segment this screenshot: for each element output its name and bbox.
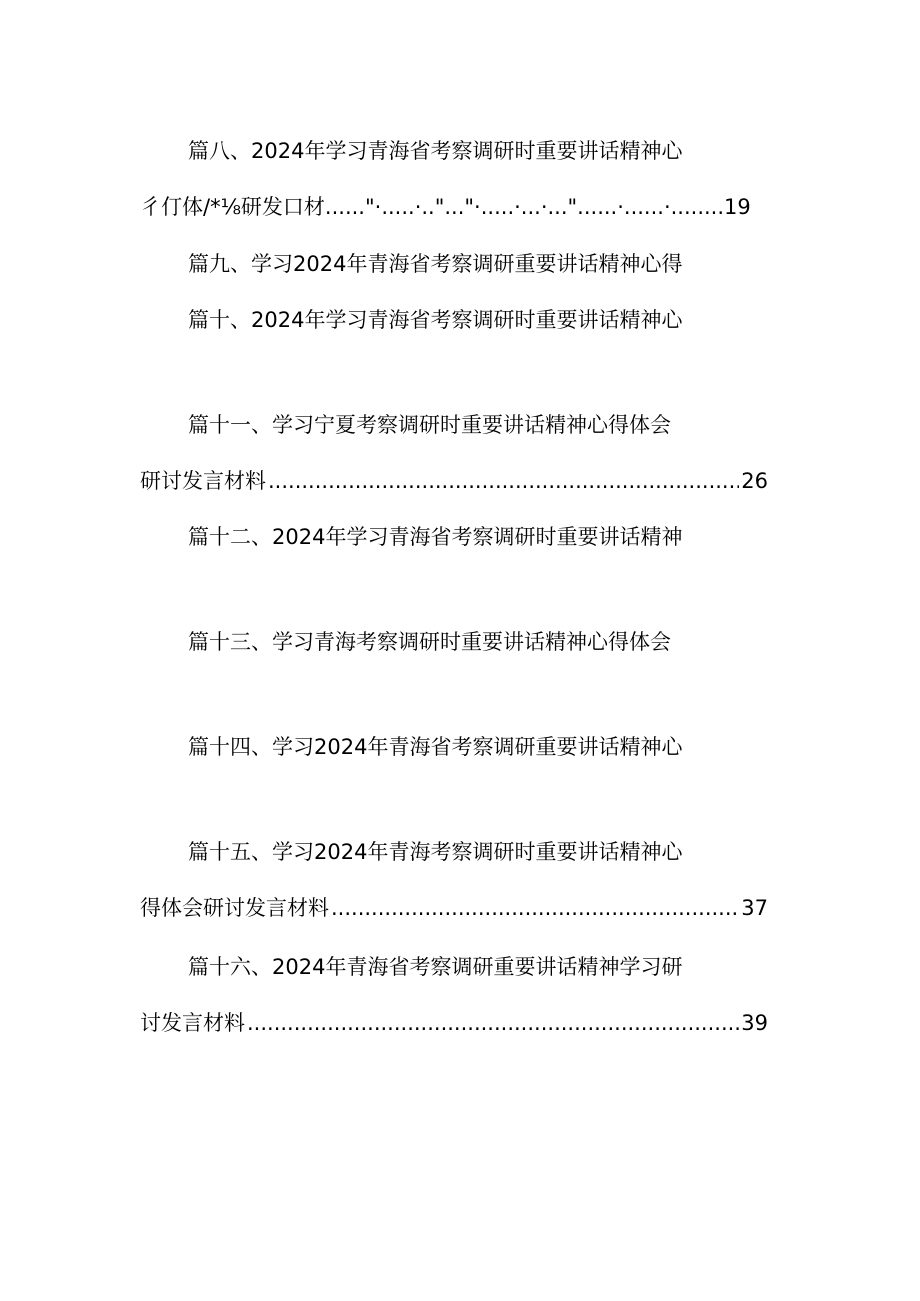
toc-entry-11-continuation	[140, 466, 768, 496]
toc-entry-8-heading: 篇八、2024年学习青海省考察调研时重要讲话精神心	[188, 139, 683, 163]
toc-entry-11-text: 研讨发言材料	[140, 469, 266, 493]
dot-leader	[247, 1008, 739, 1038]
toc-entry-8-continuation: 彳仃体/*⅛研发口材......"·.....·.."..."·.....·...·..."......·......·........19	[140, 195, 751, 219]
toc-entry-16-heading: 篇十六、2024年青海省考察调研重要讲话精神学习研	[188, 955, 683, 979]
toc-entry-16-text: 讨发言材料	[140, 1011, 245, 1035]
toc-entry-15-text: 得体会研讨发言材料	[140, 896, 329, 920]
toc-entry-14-heading: 篇十四、学习2024年青海省考察调研重要讲话精神心	[188, 735, 683, 759]
toc-entry-15-page: 37	[741, 896, 768, 920]
toc-entry-9-heading: 篇九、学习2024年青海省考察调研重要讲话精神心得	[188, 252, 683, 276]
toc-entry-16-continuation	[140, 1008, 768, 1038]
toc-entry-11-page: 26	[741, 469, 768, 493]
toc-entry-15-heading: 篇十五、学习2024年青海考察调研时重要讲话精神心	[188, 840, 683, 864]
toc-entry-15-continuation	[140, 893, 768, 923]
toc-entry-13-heading: 篇十三、学习青海考察调研时重要讲话精神心得体会	[188, 630, 671, 654]
toc-entry-16-page: 39	[741, 1011, 768, 1035]
toc-entry-11-heading: 篇十一、学习宁夏考察调研时重要讲话精神心得体会	[188, 413, 671, 437]
dot-leader	[268, 466, 739, 496]
toc-entry-12-heading: 篇十二、2024年学习青海省考察调研时重要讲话精神	[188, 525, 683, 549]
dot-leader	[331, 893, 739, 923]
toc-entry-10-heading: 篇十、2024年学习青海省考察调研时重要讲话精神心	[188, 308, 683, 332]
